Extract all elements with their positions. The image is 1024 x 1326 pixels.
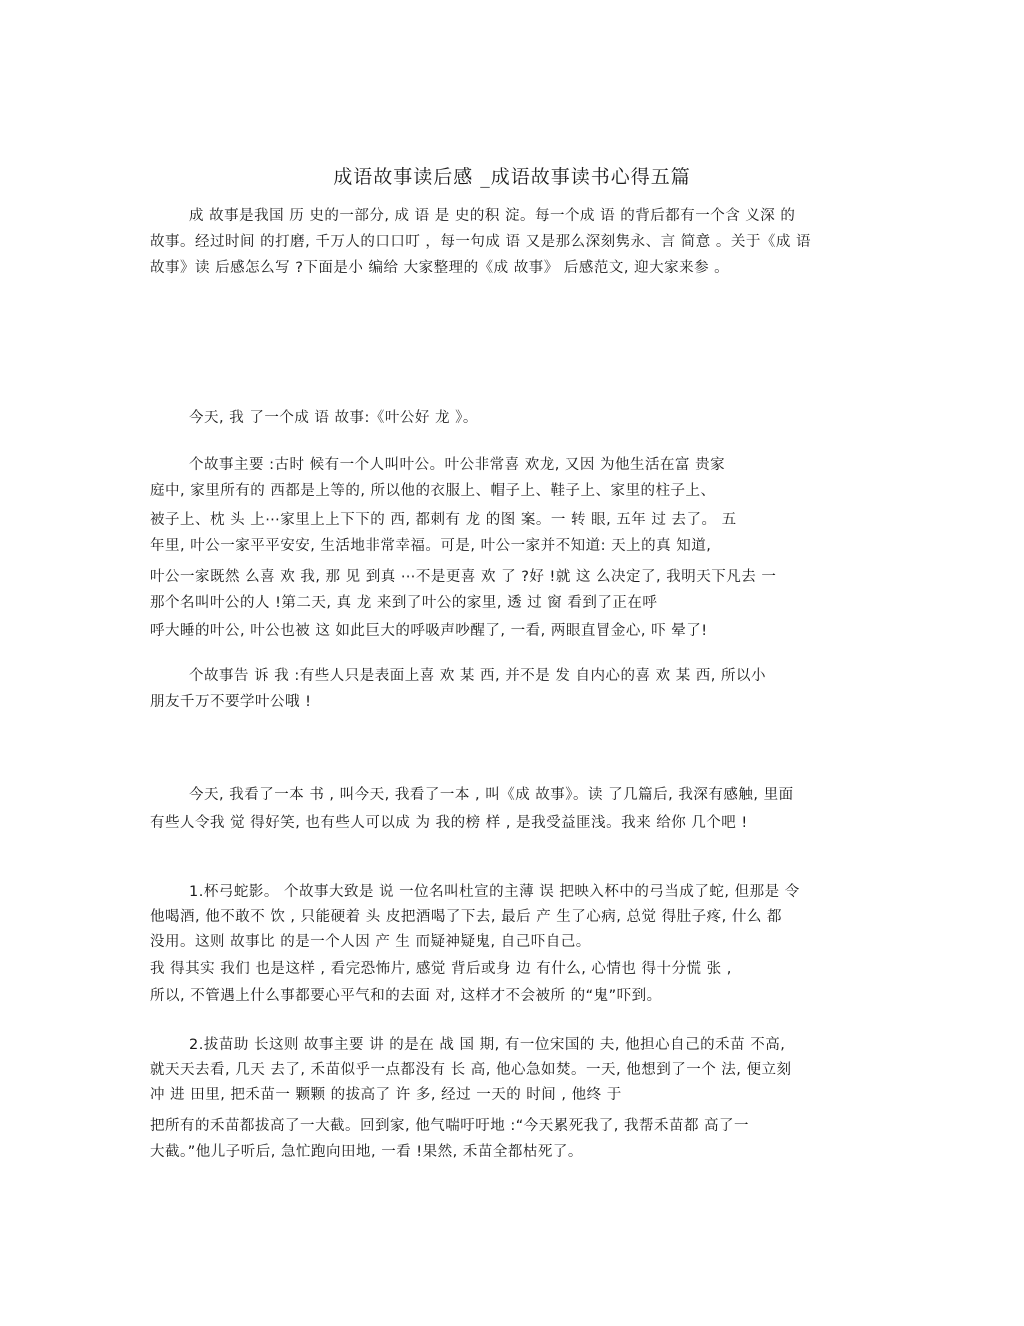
- text-line: 就天天去看, 几天 去了, 禾苗似乎一点都没有 长 高, 他心急如焚。一天, 他想到了一个 法, 便立刻: [150, 1062, 792, 1078]
- text-line: 年里, 叶公一家平平安安, 生活地非常幸福。可是, 叶公一家并不知道: 天上的真 知道,: [150, 538, 712, 554]
- text-line: 那个名叫叶公的人 !第二天, 真 龙 来到了叶公的家里, 透 过 窗 看到了正在呼: [150, 595, 658, 611]
- text-line: 朋友千万不要学叶公哦 !: [150, 694, 312, 710]
- text-line: 叶公一家既然 么喜 欢 我, 那 见 到真 ⋯不是更喜 欢 了 ?好 !就 这 么决定了, 我明天下凡去 一: [150, 569, 777, 585]
- text-line: 今天, 我看了一本 书 , 叫今天, 我看了一本 , 叫《成 故事》。读 了几篇后, 我深有感触, 里面: [189, 787, 794, 803]
- text-line: 1.杯弓蛇影。 个故事大致是 说 一位名叫杜宣的主薄 误 把映入杯中的弓当成了蛇, 但那是 令: [189, 884, 800, 900]
- text-line: 他喝酒, 他不敢不 饮 , 只能硬着 头 皮把酒喝了下去, 最后 产 生了心病, 总觉 得肚子疼, 什么 都: [150, 909, 782, 925]
- text-line: 成 故事是我国 历 史的一部分, 成 语 是 史的积 淀。每一个成 语 的背后都有一个含 义深 的: [189, 208, 796, 224]
- text-line: 冲 进 田里, 把禾苗一 颗颗 的拔高了 许 多, 经过 一天的 时间 , 他终 于: [150, 1087, 622, 1103]
- text-line: 没用。这则 故事比 的是一个人因 产 生 而疑神疑鬼, 自己吓自己。: [150, 934, 591, 950]
- text-line: 有些人令我 觉 得好笑, 也有些人可以成 为 我的榜 样 , 是我受益匪浅。我来 给你 几个吧 !: [150, 815, 748, 831]
- text-line: 我 得其实 我们 也是这样 , 看完恐怖片, 感觉 背后或身 边 有什么, 心情也 得十分慌 张 ,: [150, 961, 732, 977]
- text-line: 今天, 我 了一个成 语 故事:《叶公好 龙 》。: [189, 410, 478, 426]
- text-line: 庭中, 家里所有的 西都是上等的, 所以他的衣服上、帽子上、鞋子上、家里的柱子上、: [150, 483, 716, 499]
- text-line: 2.拔苗助 长这则 故事主要 讲 的是在 战 国 期, 有一位宋国的 夫, 他担心自己的禾苗 不高,: [189, 1037, 786, 1053]
- text-line: 故事》读 后感怎么写 ?下面是小 编给 大家整理的《成 故事》 后感范文, 迎大家来参 。: [150, 260, 730, 276]
- text-line: 个故事告 诉 我 :有些人只是表面上喜 欢 某 西, 并不是 发 自内心的喜 欢 某 西, 所以小: [189, 668, 767, 684]
- text-line: 呼大睡的叶公, 叶公也被 这 如此巨大的呼吸声吵醒了, 一看, 两眼直冒金心, 吓 晕了!: [150, 623, 708, 639]
- text-line: 所以, 不管遇上什么事都要心平气和的去面 对, 这样才不会被所 的“鬼”吓到。: [150, 988, 662, 1004]
- text-line: 个故事主要 :古时 候有一个人叫叶公。叶公非常喜 欢龙, 又因 为他生活在富 贵家: [189, 457, 726, 473]
- document-title: 成语故事读后感 _成语故事读书心得五篇: [333, 166, 691, 188]
- text-line: 被子上、枕 头 上⋯家里上上下下的 西, 都刺有 龙 的图 案。一 转 眼, 五年 过 去了。 五: [150, 512, 737, 528]
- text-line: 故事。经过时间 的打磨, 千万人的口口叮 ，每一句成 语 又是那么深刻隽永、言 简意 。关于《成 语: [150, 234, 811, 250]
- text-line: 把所有的禾苗都拔高了一大截。回到家, 他气喘吁吁地 :“今天累死我了, 我帮禾苗都 高了一: [150, 1118, 750, 1134]
- text-line: 大截。”他儿子听后, 急忙跑向田地, 一看 !果然, 禾苗全都枯死了。: [150, 1144, 583, 1160]
